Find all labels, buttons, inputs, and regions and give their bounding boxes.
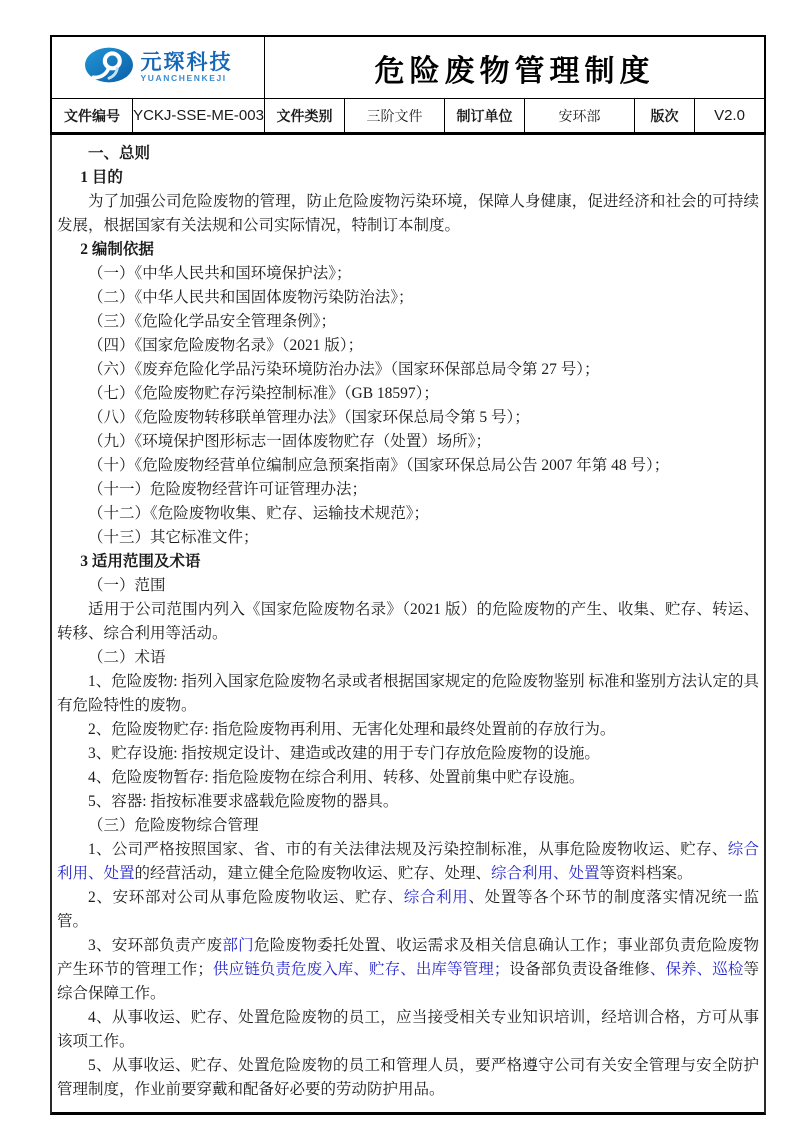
text-run: 2、危险废物贮存: 指危险废物再利用、无害化处理和最终处置前的存放行为。 [88,721,616,738]
text-run: （八）《危险废物转移联单管理办法》（国家环保总局令第 5 号）； [88,409,530,426]
company-logo-icon [84,46,134,89]
list-item [57,382,759,406]
text-run: 1、公司严格按照国家、省、市的有关法律法规及污染控制标准，从事危险废物收运、贮存、 [88,841,728,858]
list-item [57,502,759,526]
paragraph [57,670,759,718]
paragraph [57,838,759,886]
paragraph [57,1006,759,1054]
text-run: （三）《危险化学品安全管理条例》； [88,313,337,330]
text-run: （十）《危险废物经营单位编制应急预案指南》（国家环保总局公告 2007 年第 48 号）； [88,457,670,474]
text-run: 适用于公司范围内列入《国家危险废物名录》（2021 版）的危险废物的产生、收集、贮存、转运、转移、综合利用等活动。 [57,601,759,642]
company-logo [52,37,264,98]
text-run: 设备部负责设备维修 [509,961,650,978]
text-run: 3、安环部负责产废 [88,937,223,954]
text-run: （十二）《危险废物收集、贮存、运输技术规范》； [88,505,430,522]
text-run: 3、贮存设施: 指按规定设计、建造或改建的用于专门存放危险废物的设施。 [88,745,600,762]
text-run: 等资料档案。 [599,865,693,882]
text-run: 5、从事收运、贮存、处置危险废物的员工和管理人员，要严格遵守公司有关安全管理与安全防护管理制度，作业前要穿戴和配备好必要的劳动防护用品。 [57,1057,759,1098]
text-run: 4、危险废物暂存: 指危险废物在综合利用、转移、处置前集中贮存设施。 [88,769,585,786]
text-run: 5、容器: 指按标准要求盛载危险废物的器具。 [88,793,399,810]
paragraph [57,598,759,646]
sub-heading [57,238,759,262]
list-item [57,478,759,502]
text-run: 一、总则 [88,145,151,162]
text-run: 1、危险废物: 指列入国家危险废物名录或者根据国家规定的危险废物鉴别 标准和鉴别方法认定的具有危险特性的废物。 [57,673,759,714]
section-heading [57,142,759,166]
list-item [57,526,759,550]
list-item [57,286,759,310]
list-item [57,334,759,358]
sub-heading [57,550,759,574]
list-item [57,430,759,454]
sub-heading [57,166,759,190]
text-run: （二）《中华人民共和国固体废物污染防治法》； [88,289,414,306]
paragraph [57,718,759,742]
highlighted-text-run: 综合利用、处置 [57,841,759,882]
document-page [50,35,766,1115]
list-item [57,574,759,598]
text-run: 为了加强公司危险废物的管理，防止危险废物污染环境，保障人身健康，促进经济和社会的可持续发展，根据国家有关法规和公司实际情况，特制订本制度。 [57,193,759,234]
paragraph [57,790,759,814]
field-label-doc-number: 文件编号 [64,109,120,125]
list-item [57,310,759,334]
highlighted-text-run: 供应链负责危废入库、贮存、出库等管理； [212,961,510,978]
text-run: （十一）危险废物经营许可证管理办法； [88,481,368,498]
text-run: （十三）其它标准文件； [88,529,259,546]
list-item [57,814,759,838]
text-run: 的经营活动，建立健全危险废物收运、贮存、处理、 [134,865,492,882]
list-item [57,358,759,382]
company-name-cn: 元琛科技 [140,51,233,75]
highlighted-text-run: 、保养、巡检 [649,961,744,978]
text-run: （四）《国家危险废物名录》（2021 版）； [88,337,364,354]
text-run: （九）《环境保护图形标志一固体废物贮存（处置）场所》； [88,433,492,450]
list-item [57,454,759,478]
text-run: 等综合保障工作。 [57,961,759,1002]
text-run: （六）《废弃危险化学品污染环境防治办法》（国家环保部总局令第 27 号）； [88,361,600,378]
field-value-issuing-dept: 安环部 [558,109,601,125]
field-value-doc-number: YCKJ-SSE-ME-003 [133,107,264,124]
document-title: 危险废物管理制度 [374,54,655,88]
field-label-doc-category: 文件类别 [276,109,333,125]
list-item [57,262,759,286]
text-run: 3 适用范围及术语 [80,553,201,570]
document-meta-row [52,99,764,132]
text-run: （三）危险废物综合管理 [88,817,259,834]
text-run: 危险废物委托处置、收运需求及相关信息确认工作；事业部负责危险废物产生环节的管理工作； [57,937,759,978]
list-item [57,406,759,430]
text-run: 2、安环部对公司从事危险废物收运、贮存、 [88,889,404,906]
paragraph [57,1054,759,1102]
field-value-doc-category: 三阶文件 [366,109,423,125]
paragraph [57,766,759,790]
company-name-en: YUANCHENKEJI [140,73,227,84]
document-header-table [50,35,766,135]
paragraph [57,934,759,1006]
document-body [50,135,766,1115]
list-item [57,646,759,670]
highlighted-text-run: 综合利用、处置 [491,865,600,882]
text-run: （一）范围 [88,577,166,594]
text-run: 、处置等各个环节的制度落实情况统一监管。 [57,889,759,930]
highlighted-text-run: 综合利用 [403,889,469,906]
field-label-issuing-dept: 制订单位 [456,109,513,125]
highlighted-text-run: 部门 [222,937,254,954]
text-run: 1 目的 [80,169,123,186]
field-value-version: V2.0 [714,107,745,124]
text-run: 4、从事收运、贮存、处置危险废物的员工，应当接受相关专业知识培训，经培训合格，方可从事该项工作。 [57,1009,759,1050]
text-run: （一）《中华人民共和国环境保护法》； [88,265,352,282]
paragraph [57,742,759,766]
paragraph [57,886,759,934]
paragraph [57,190,759,238]
field-label-version: 版次 [650,109,679,125]
text-run: （七）《危险废物贮存污染控制标准》（GB 18597）； [88,385,439,402]
text-run: 2 编制依据 [80,241,154,258]
text-run: （二）术语 [88,649,166,666]
